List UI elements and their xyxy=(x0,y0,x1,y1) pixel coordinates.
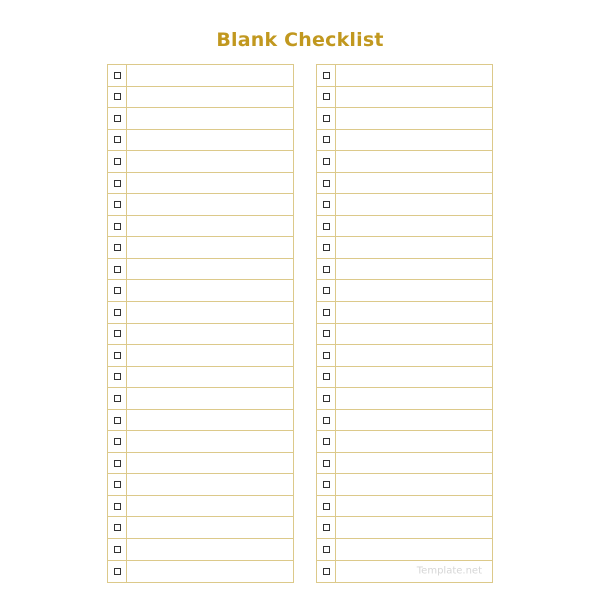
checkbox-cell xyxy=(108,259,127,280)
checklist-row xyxy=(317,453,492,475)
checklist-item-field[interactable] xyxy=(336,324,492,345)
checklist-item-field[interactable] xyxy=(336,539,492,560)
checkbox-icon[interactable] xyxy=(323,546,330,553)
checkbox-cell xyxy=(108,324,127,345)
checkbox-cell xyxy=(108,173,127,194)
checklist-item-field[interactable] xyxy=(336,280,492,301)
checkbox-cell xyxy=(108,237,127,258)
checkbox-icon[interactable] xyxy=(323,568,330,575)
checklist-row xyxy=(108,151,293,173)
checklist-row xyxy=(108,108,293,130)
checkbox-icon[interactable] xyxy=(114,136,121,143)
checklist-row xyxy=(317,87,492,109)
checkbox-icon[interactable] xyxy=(114,417,121,424)
checklist-row xyxy=(317,65,492,87)
checkbox-cell xyxy=(108,345,127,366)
checklist-row xyxy=(317,216,492,238)
checkbox-cell xyxy=(317,87,336,108)
checklist-row xyxy=(108,216,293,238)
checkbox-cell xyxy=(317,561,336,583)
checklist-item-field[interactable] xyxy=(127,345,293,366)
checkbox-icon[interactable] xyxy=(323,136,330,143)
checkbox-cell xyxy=(108,388,127,409)
checkbox-cell xyxy=(108,302,127,323)
checklist-row xyxy=(108,130,293,152)
checkbox-cell xyxy=(108,130,127,151)
checkbox-cell xyxy=(108,87,127,108)
checklist-row xyxy=(108,194,293,216)
checklist-row xyxy=(108,410,293,432)
checkbox-icon[interactable] xyxy=(114,352,121,359)
checkbox-cell xyxy=(317,496,336,517)
checklist-item-field[interactable] xyxy=(336,108,492,129)
checklist-row xyxy=(108,453,293,475)
checkbox-icon[interactable] xyxy=(323,223,330,230)
checkbox-cell xyxy=(317,324,336,345)
checkbox-icon[interactable] xyxy=(323,180,330,187)
checkbox-icon[interactable] xyxy=(114,158,121,165)
checkbox-icon[interactable] xyxy=(323,93,330,100)
checklist-item-field[interactable] xyxy=(336,410,492,431)
checkbox-cell xyxy=(317,431,336,452)
checkbox-cell xyxy=(317,194,336,215)
checkbox-icon[interactable] xyxy=(323,201,330,208)
checkbox-cell xyxy=(317,517,336,538)
checkbox-icon[interactable] xyxy=(323,266,330,273)
checklist-row xyxy=(108,517,293,539)
checklist-row xyxy=(108,65,293,87)
checkbox-cell xyxy=(108,539,127,560)
checkbox-cell xyxy=(317,302,336,323)
checkbox-icon[interactable] xyxy=(114,481,121,488)
checklist-item-field[interactable] xyxy=(336,517,492,538)
checkbox-icon[interactable] xyxy=(323,438,330,445)
checklist-row xyxy=(108,87,293,109)
checkbox-icon[interactable] xyxy=(114,395,121,402)
checkbox-cell xyxy=(317,216,336,237)
checklist-row xyxy=(108,173,293,195)
checkbox-cell xyxy=(108,453,127,474)
checkbox-cell xyxy=(317,173,336,194)
checklist-item-field[interactable] xyxy=(127,453,293,474)
checklist-item-field[interactable] xyxy=(127,517,293,538)
checklist-item-field[interactable] xyxy=(127,280,293,301)
checkbox-icon[interactable] xyxy=(114,568,121,575)
checklist-item-field[interactable] xyxy=(336,173,492,194)
checklist-item-field[interactable] xyxy=(336,259,492,280)
checkbox-icon[interactable] xyxy=(114,546,121,553)
checkbox-icon[interactable] xyxy=(323,330,330,337)
checklist-item-field[interactable] xyxy=(127,130,293,151)
checkbox-cell xyxy=(108,496,127,517)
checklist-row xyxy=(317,194,492,216)
checklist-row xyxy=(317,561,492,583)
checkbox-cell xyxy=(317,259,336,280)
checklist-item-field[interactable] xyxy=(127,388,293,409)
checkbox-icon[interactable] xyxy=(323,244,330,251)
checkbox-cell xyxy=(317,151,336,172)
checkbox-cell xyxy=(317,474,336,495)
checklist-item-field[interactable] xyxy=(127,87,293,108)
checkbox-cell xyxy=(108,431,127,452)
checkbox-icon[interactable] xyxy=(323,503,330,510)
watermark-text: Template.net xyxy=(416,565,482,577)
checklist-column-left xyxy=(107,64,294,583)
checklist-row xyxy=(108,345,293,367)
checklist-row xyxy=(108,561,293,583)
checklist-item-field[interactable] xyxy=(127,474,293,495)
checkbox-icon[interactable] xyxy=(323,417,330,424)
checklist-item-field[interactable] xyxy=(336,216,492,237)
checkbox-cell xyxy=(108,410,127,431)
checkbox-cell xyxy=(108,367,127,388)
checklist-item-field[interactable] xyxy=(127,410,293,431)
checklist-item-field[interactable] xyxy=(127,539,293,560)
checklist-row xyxy=(317,324,492,346)
checkbox-icon[interactable] xyxy=(323,524,330,531)
checklist-row xyxy=(317,517,492,539)
checklist-item-field[interactable] xyxy=(127,259,293,280)
checklist-row xyxy=(317,108,492,130)
checklist-row xyxy=(317,173,492,195)
checklist-item-field[interactable] xyxy=(127,302,293,323)
checklist-row xyxy=(108,367,293,389)
checklist-item-field[interactable] xyxy=(336,194,492,215)
checkbox-cell xyxy=(317,539,336,560)
checklist-row xyxy=(108,496,293,518)
checkbox-icon[interactable] xyxy=(114,266,121,273)
checkbox-icon[interactable] xyxy=(323,395,330,402)
checklist-item-field[interactable] xyxy=(336,237,492,258)
checkbox-cell xyxy=(317,453,336,474)
checklist-item-field[interactable] xyxy=(336,302,492,323)
page-title: Blank Checklist xyxy=(216,28,384,51)
checkbox-cell xyxy=(317,345,336,366)
checkbox-cell xyxy=(317,65,336,86)
checkbox-icon[interactable] xyxy=(114,309,121,316)
checklist-row xyxy=(108,388,293,410)
checkbox-icon[interactable] xyxy=(323,115,330,122)
checkbox-cell xyxy=(317,388,336,409)
checkbox-icon[interactable] xyxy=(114,93,121,100)
checkbox-cell xyxy=(317,280,336,301)
checklist-item-field[interactable] xyxy=(127,65,293,86)
checkbox-cell xyxy=(317,108,336,129)
checklist-row xyxy=(317,539,492,561)
checkbox-cell xyxy=(108,108,127,129)
checklist-item-field[interactable] xyxy=(336,474,492,495)
checkbox-icon[interactable] xyxy=(323,287,330,294)
checklist-item-field[interactable] xyxy=(336,65,492,86)
checklist-item-field[interactable] xyxy=(127,324,293,345)
checkbox-cell xyxy=(108,65,127,86)
checkbox-cell xyxy=(108,474,127,495)
checklist-item-field[interactable] xyxy=(127,194,293,215)
checklist-row xyxy=(317,259,492,281)
checklist-row xyxy=(108,474,293,496)
checklist-item-field[interactable] xyxy=(336,367,492,388)
checklist-row xyxy=(317,130,492,152)
checklist-row xyxy=(317,388,492,410)
checklist-item-field[interactable] xyxy=(336,130,492,151)
checkbox-icon[interactable] xyxy=(114,503,121,510)
checklist-row xyxy=(108,280,293,302)
checklist-row xyxy=(317,431,492,453)
checkbox-icon[interactable] xyxy=(114,460,121,467)
checkbox-icon[interactable] xyxy=(114,373,121,380)
checkbox-cell xyxy=(317,130,336,151)
checklist-row xyxy=(317,345,492,367)
checkbox-icon[interactable] xyxy=(114,524,121,531)
checkbox-cell xyxy=(317,237,336,258)
checklist-item-field[interactable] xyxy=(127,216,293,237)
checklist-item-field[interactable] xyxy=(336,151,492,172)
checkbox-icon[interactable] xyxy=(323,481,330,488)
checkbox-cell xyxy=(108,517,127,538)
checklist-item-field[interactable] xyxy=(127,496,293,517)
checkbox-icon[interactable] xyxy=(114,223,121,230)
checkbox-cell xyxy=(108,561,127,583)
checkbox-cell xyxy=(108,194,127,215)
checkbox-icon[interactable] xyxy=(114,180,121,187)
checklist-item-field[interactable] xyxy=(127,173,293,194)
checklist-row xyxy=(317,474,492,496)
checklist-row xyxy=(108,237,293,259)
checkbox-icon[interactable] xyxy=(114,330,121,337)
checkbox-icon[interactable] xyxy=(114,287,121,294)
checkbox-cell xyxy=(317,367,336,388)
checkbox-cell xyxy=(108,216,127,237)
checkbox-icon[interactable] xyxy=(323,352,330,359)
checklist-row xyxy=(108,324,293,346)
checklist-row xyxy=(108,431,293,453)
checklist-item-field[interactable] xyxy=(127,237,293,258)
checklist-row xyxy=(317,410,492,432)
checkbox-cell xyxy=(108,280,127,301)
checklist-row xyxy=(108,539,293,561)
checkbox-icon[interactable] xyxy=(323,460,330,467)
checklist-row xyxy=(317,496,492,518)
checklist-row xyxy=(317,151,492,173)
checkbox-icon[interactable] xyxy=(114,438,121,445)
checklist-item-field[interactable] xyxy=(127,151,293,172)
checkbox-icon[interactable] xyxy=(114,201,121,208)
checklist-row xyxy=(317,280,492,302)
checklist-item-field[interactable] xyxy=(336,388,492,409)
checklist-row xyxy=(317,237,492,259)
checklist-item-field[interactable] xyxy=(127,367,293,388)
checklist-item-field[interactable] xyxy=(336,345,492,366)
checklist-row xyxy=(108,259,293,281)
checkbox-cell xyxy=(108,151,127,172)
checklist-row xyxy=(317,302,492,324)
checklist-row xyxy=(317,367,492,389)
checklist-item-field[interactable] xyxy=(336,431,492,452)
checkbox-icon[interactable] xyxy=(323,373,330,380)
checklist-row xyxy=(108,302,293,324)
checkbox-icon[interactable] xyxy=(114,72,121,79)
checklist-item-field[interactable] xyxy=(336,87,492,108)
checklist-item-field[interactable] xyxy=(127,561,293,583)
checklist-item-field[interactable] xyxy=(336,453,492,474)
checklist-item-field[interactable] xyxy=(127,108,293,129)
checkbox-icon[interactable] xyxy=(114,244,121,251)
checkbox-icon[interactable] xyxy=(323,309,330,316)
checkbox-icon[interactable] xyxy=(114,115,121,122)
checkbox-icon[interactable] xyxy=(323,72,330,79)
checkbox-icon[interactable] xyxy=(323,158,330,165)
checklist-item-field[interactable] xyxy=(336,496,492,517)
checklist-column-right xyxy=(316,64,493,583)
checklist-item-field[interactable] xyxy=(127,431,293,452)
checkbox-cell xyxy=(317,410,336,431)
